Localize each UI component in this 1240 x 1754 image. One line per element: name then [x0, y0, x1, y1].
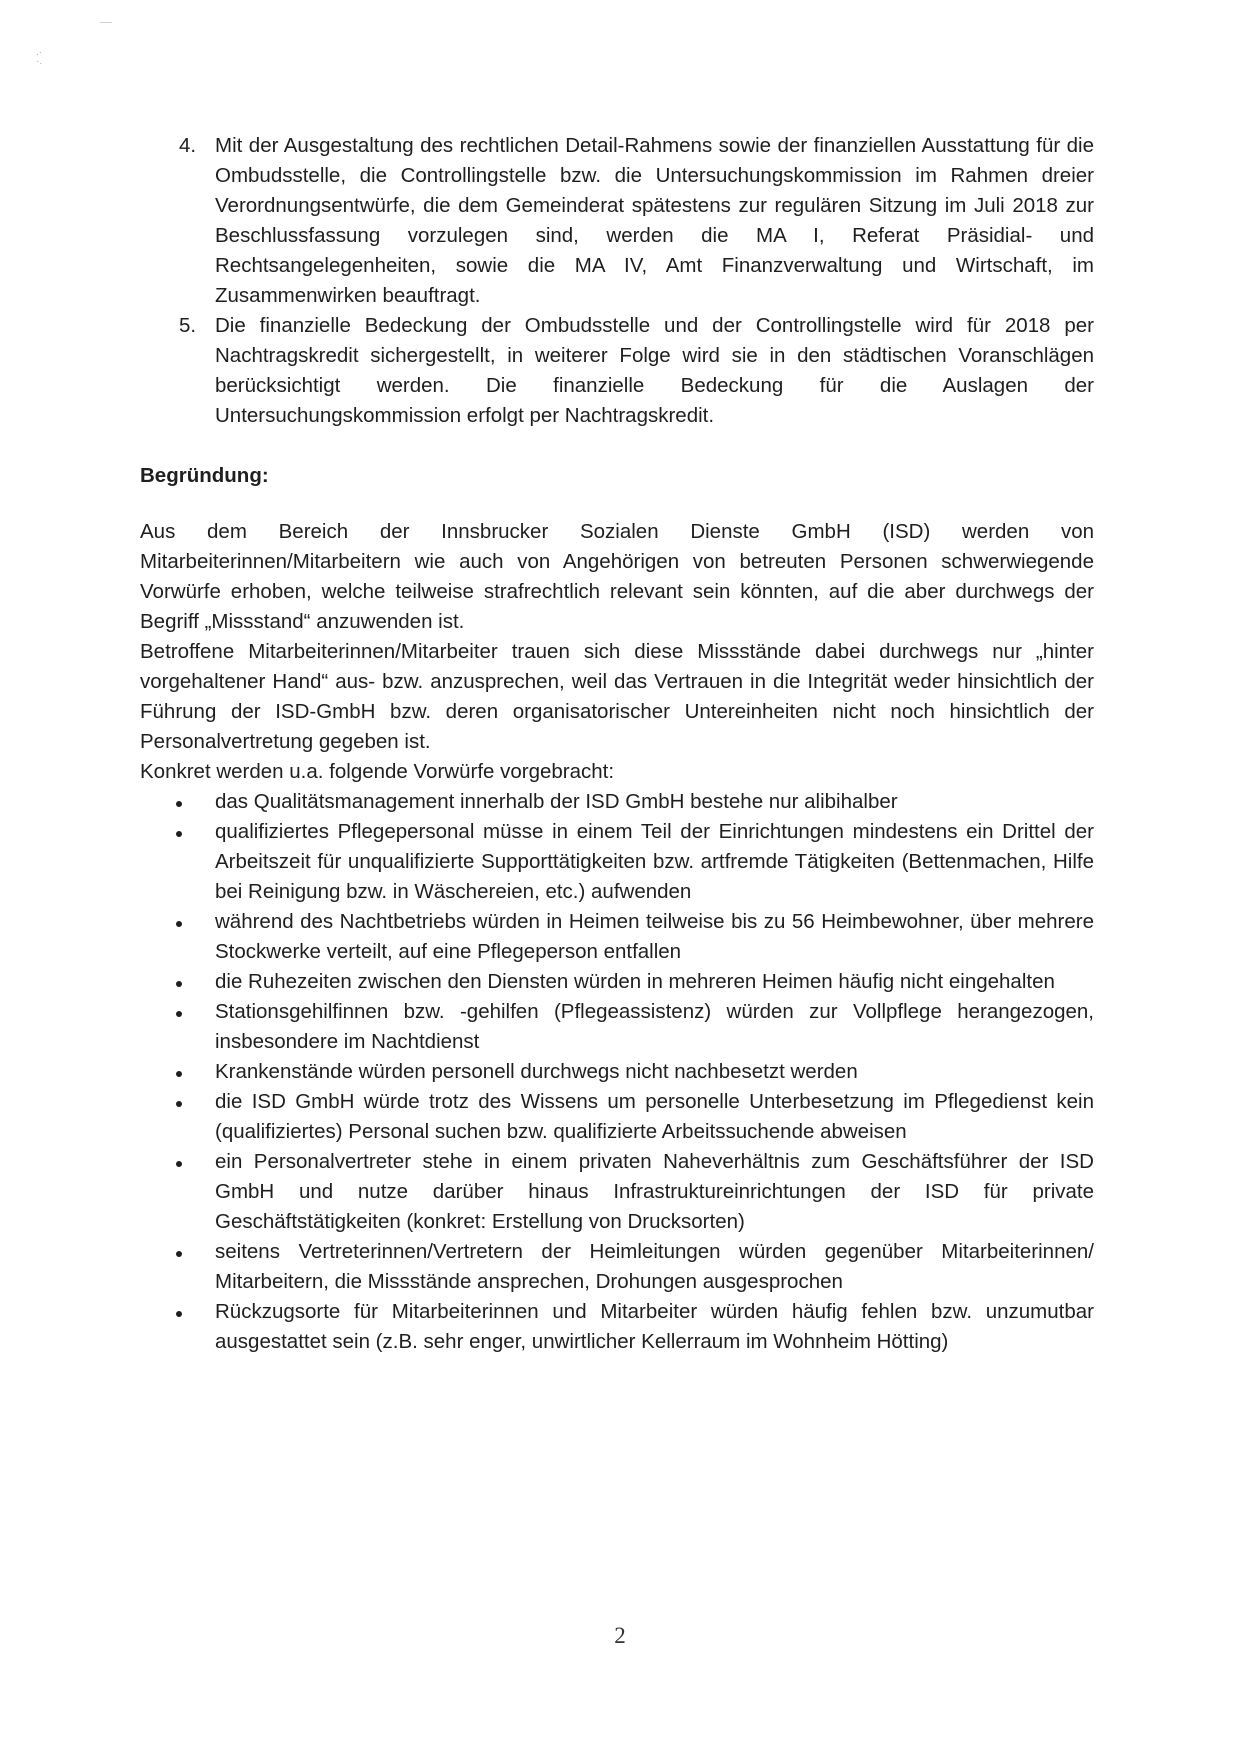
allegation-item — [140, 1087, 1094, 1147]
item-number: 5. — [179, 314, 197, 337]
bullet-icon — [176, 1071, 182, 1077]
item-number: 4. — [179, 134, 197, 157]
decision-item — [140, 131, 1094, 311]
allegation-text: während des Nachtbetriebs würden in Heimen teilweise bis zu 56 Heimbewohner, über mehrere Stockwerke verteilt, auf eine Pflegeperson entfallen — [215, 910, 1094, 963]
allegation-item — [140, 1147, 1094, 1237]
allegation-item — [140, 1297, 1094, 1357]
item-text: Mit der Ausgestaltung des rechtlichen Detail-Rahmens sowie der finanziellen Ausstattung für die Ombudsstelle, die Controllingstelle bzw. die Untersuchungskommission im Rahmen dreier Verordnungsentwürfe, die dem Gemeinderat spätestens zur regulären Sitzung im Juli 2018 zur Beschlussfassung vorzulegen sind, werden die MA I, Referat Präsidial- und Rechtsangelegenheiten, sowie die MA IV, Amt Finanzverwaltung und Wirtschaft, im Zusammenwirken beauftragt. — [215, 134, 1094, 307]
bullet-icon — [176, 831, 182, 837]
allegation-text: die ISD GmbH würde trotz des Wissens um personelle Unterbesetzung im Pflegedienst kein (qualifiziertes) Personal suchen bzw. qualifizierte Arbeitssuchende abweisen — [215, 1090, 1094, 1143]
paragraph: Betroffene Mitarbeiterinnen/Mitarbeiter trauen sich diese Missstände dabei durchwegs nur „hinter vorgehaltener Hand“ aus- bzw. anzusprechen, weil das Vertrauen in die Integrität weder hinsichtlich der Führung der ISD-GmbH bzw. deren organisatorischer Untereinheiten nicht noch hinsichtlich der Personalvertretung gegeben ist. — [140, 640, 1094, 753]
allegation-text: ein Personalvertreter stehe in einem privaten Naheverhältnis zum Geschäftsführer der ISD GmbH und nutze darüber hinaus Infrastruktureinrichtungen der ISD für private Geschäftstätigkeiten (konkret: Erstellung von Drucksorten) — [215, 1150, 1094, 1233]
allegation-item — [140, 1237, 1094, 1297]
bullet-icon — [176, 1101, 182, 1107]
allegation-text: die Ruhezeiten zwischen den Diensten würden in mehreren Heimen häufig nicht eingehalten — [215, 970, 1055, 993]
bullet-icon — [176, 1251, 182, 1257]
allegation-text: das Qualitätsmanagement innerhalb der ISD GmbH bestehe nur alibihalber — [215, 790, 898, 813]
section-heading: Begründung: — [140, 464, 269, 487]
scan-artifact-line — [100, 22, 112, 23]
allegation-item — [140, 967, 1094, 997]
allegation-text: Krankenstände würden personell durchwegs nicht nachbesetzt werden — [215, 1060, 858, 1083]
allegation-item — [140, 1057, 1094, 1087]
bullet-icon — [176, 981, 182, 987]
page-number: 2 — [614, 1623, 626, 1648]
decision-list — [140, 131, 1094, 431]
item-text: Die finanzielle Bedeckung der Ombudsstelle und der Controllingstelle wird für 2018 per Nachtragskredit sichergestellt, in weiterer Folge wird sie in den städtischen Voranschlägen berücksichtigt werden. Die finanzielle Bedeckung für die Auslagen der Untersuchungskommission erfolgt per Nachtragskredit. — [215, 314, 1094, 427]
allegation-list — [140, 787, 1094, 1357]
bullet-icon — [176, 801, 182, 807]
bullet-icon — [176, 1011, 182, 1017]
bullet-icon — [176, 1311, 182, 1317]
allegation-text: Rückzugsorte für Mitarbeiterinnen und Mitarbeiter würden häufig fehlen bzw. unzumutbar ausgestattet sein (z.B. sehr enger, unwirtlicher Kellerraum im Wohnheim Hötting) — [215, 1300, 1094, 1353]
paragraph: Aus dem Bereich der Innsbrucker Sozialen Dienste GmbH (ISD) werden von Mitarbeiterinnen/Mitarbeitern wie auch von Angehörigen von betreuten Personen schwerwiegende Vorwürfe erhoben, welche teilweise strafrechtlich relevant sein könnten, auf die aber durchwegs der Begriff „Missstand“ anzuwenden ist. — [140, 520, 1094, 633]
page-content — [140, 131, 1094, 1357]
paragraph: Konkret werden u.a. folgende Vorwürfe vorgebracht: — [140, 760, 615, 783]
scan-artifact: .· ·. — [36, 47, 43, 67]
bullet-icon — [176, 921, 182, 927]
allegation-item — [140, 997, 1094, 1057]
bullet-icon — [176, 1161, 182, 1167]
allegation-item — [140, 817, 1094, 907]
allegation-item — [140, 907, 1094, 967]
allegation-text: seitens Vertreterinnen/Vertretern der Heimleitungen würden gegenüber Mitarbeiterinnen/ Mitarbeitern, die Missstände ansprechen, Drohungen ausgesprochen — [215, 1240, 1094, 1293]
allegation-text: Stationsgehilfinnen bzw. -gehilfen (Pflegeassistenz) würden zur Vollpflege herangezogen, insbesondere im Nachtdienst — [215, 1000, 1094, 1053]
decision-item — [140, 311, 1094, 431]
justification-body — [140, 517, 1094, 1357]
allegation-item — [140, 787, 1094, 817]
allegation-text: qualifiziertes Pflegepersonal müsse in einem Teil der Einrichtungen mindestens ein Drittel der Arbeitszeit für unqualifizierte Supporttätigkeiten bzw. artfremde Tätigkeiten (Bettenmachen, Hilfe bei Reinigung bzw. in Wäschereien, etc.) aufwenden — [215, 820, 1094, 903]
